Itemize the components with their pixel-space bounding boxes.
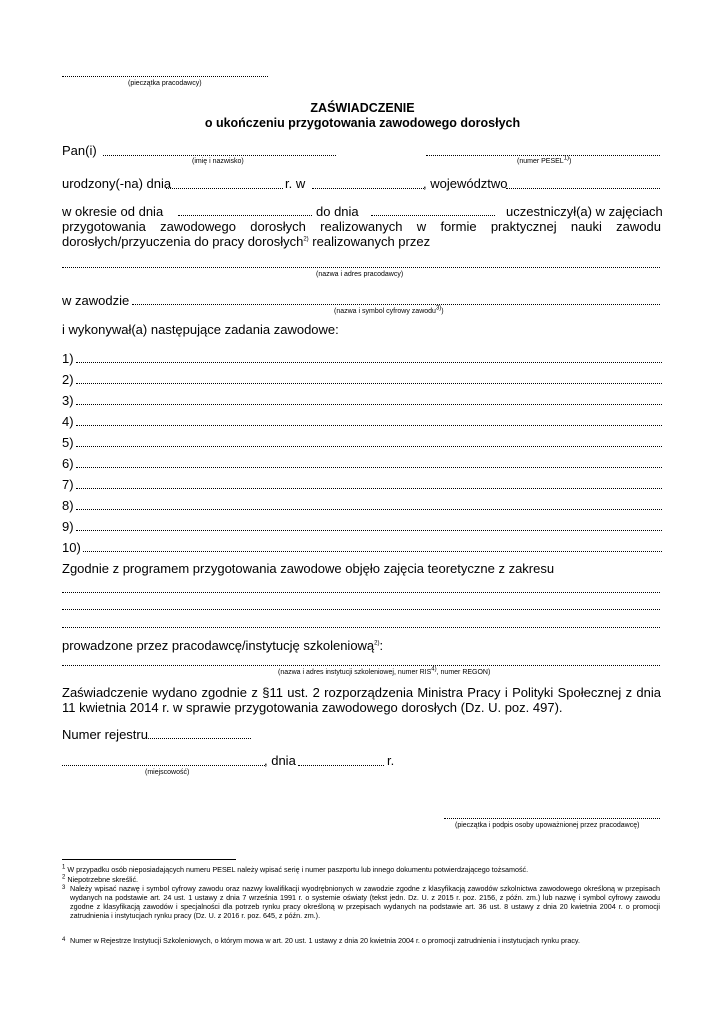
task-field[interactable] — [76, 362, 662, 363]
task-number: 10) — [62, 540, 81, 555]
task-number: 1) — [62, 351, 74, 366]
task-field[interactable] — [76, 530, 662, 531]
year-suffix: r. — [387, 753, 395, 768]
from-date-field[interactable] — [178, 215, 312, 216]
from-date-label: w okresie od dnia — [62, 204, 164, 219]
period-text-line2: przygotowania zawodowego dorosłych realizowanych w formie praktycznej nauki zawodu — [62, 219, 661, 234]
employer-stamp-line[interactable] — [62, 76, 268, 77]
document-subtitle: o ukończeniu przygotowania zawodowego dorosłych — [204, 116, 521, 130]
place-caption: (miejscowość) — [145, 769, 190, 776]
task-row[interactable] — [62, 539, 662, 555]
task-number: 8) — [62, 498, 74, 513]
task-field[interactable] — [76, 383, 662, 384]
task-number: 5) — [62, 435, 74, 450]
footnote-1: $^1$ W przypadku osób nieposiadających numeru PESEL należy wpisać serię i numer paszportu lub innego dokumentu potwierdzającego tożsamość. — [62, 864, 529, 874]
signature-field[interactable] — [444, 818, 660, 819]
employer-name-field[interactable] — [62, 267, 660, 268]
registry-label: Numer rejestru — [62, 727, 148, 742]
task-row[interactable] — [62, 434, 662, 450]
task-field[interactable] — [76, 509, 662, 510]
task-number: 2) — [62, 372, 74, 387]
birth-place-field[interactable] — [312, 188, 424, 189]
task-field[interactable] — [76, 467, 662, 468]
task-row[interactable] — [62, 371, 662, 387]
theory-line-2[interactable] — [62, 609, 660, 610]
registry-number-field[interactable] — [146, 738, 251, 739]
occupation-label: w zawodzie — [62, 293, 130, 308]
task-number: 4) — [62, 414, 74, 429]
task-row[interactable] — [62, 518, 662, 534]
task-field[interactable] — [83, 551, 662, 552]
task-field[interactable] — [76, 404, 662, 405]
task-number: 6) — [62, 456, 74, 471]
task-number: 7) — [62, 477, 74, 492]
to-date-field[interactable] — [371, 215, 495, 216]
theory-line-3[interactable] — [62, 627, 660, 628]
person-label: Pan(i) — [62, 143, 97, 158]
footnote-3: 3 Należy wpisać nazwę i symbol cyfrowy zawodu oraz nazwy kwalifikacji wyodrębnionych w zawodzie zgodne z klasyfikacją zawodów szkolnictwa zawodowego określoną w przepisach wydanych na podstawie art. 24 ust. 1 ustawy z dnia 7 września 1991 r. o systemie oświaty (tekst jedn. Dz. U. z 2015 r. poz. 2156, z późn. zm.) lub nazwę i symbol cyfrowy zawodu zgodne z klasyfikacją zawodów i specjalności dla potrzeb rynku pracy określoną w przepisach wydanych na podstawie art. 36 ust. 8 ustawy z dnia 20 kwietnia 2004 r. o promocji zatrudnienia i instytucjach rynku pracy (Dz. U. z 2016 r. poz. 645, z późn. zm.). — [62, 884, 660, 920]
to-date-label: do dnia — [316, 204, 359, 219]
voivodeship-field[interactable] — [506, 188, 660, 189]
voivodeship-label: , województwo — [423, 176, 508, 191]
provider-label: prowadzone przez pracodawcę/instytucję szkoleniową$^{2)}$: — [62, 638, 384, 653]
footnote-2: $^2$ Niepotrzebne skreślić. — [62, 874, 139, 884]
date-label: , dnia — [264, 753, 296, 768]
task-row[interactable] — [62, 392, 662, 408]
task-field[interactable] — [76, 425, 662, 426]
task-row[interactable] — [62, 350, 662, 366]
provider-caption: (nazwa i adres instytucji szkoleniowej, numer RIS$^{4)}$, numer REGON) — [278, 666, 491, 676]
participated-label: uczestniczył(a) w zajęciach — [506, 204, 663, 219]
task-row[interactable] — [62, 455, 662, 471]
theory-line-1[interactable] — [62, 592, 660, 593]
task-field[interactable] — [76, 488, 662, 489]
pesel-caption: (numer PESEL$^{1)}$) — [517, 155, 572, 165]
birth-place-label: r. w — [285, 176, 306, 191]
task-row[interactable] — [62, 413, 662, 429]
tasks-intro: i wykonywał(a) następujące zadania zawodowe: — [62, 322, 339, 337]
task-row[interactable] — [62, 497, 662, 513]
occupation-field[interactable] — [132, 304, 660, 305]
legal-basis-line2: 11 kwietnia 2014 r. w sprawie przygotowania zawodowego dorosłych (Dz. U. poz. 497). — [62, 700, 563, 715]
person-name-field[interactable] — [103, 155, 336, 156]
employer-name-caption: (nazwa i adres pracodawcy) — [316, 271, 404, 278]
task-number: 9) — [62, 519, 74, 534]
pesel-field[interactable] — [426, 155, 660, 156]
document-title: ZAŚWIADCZENIE — [310, 101, 415, 115]
person-name-caption: (imię i nazwisko) — [192, 158, 244, 165]
task-row[interactable] — [62, 476, 662, 492]
footnote-4: 4 Numer w Rejestrze Instytucji Szkoleniowych, o którym mowa w art. 20 ust. 1 ustawy z dnia 20 kwietnia 2004 r. o promocji zatrudnienia i instytucjach rynku pracy. — [62, 936, 580, 945]
signature-caption: (pieczątka i podpis osoby upoważnionej przez pracodawcę) — [455, 822, 640, 829]
task-field[interactable] — [76, 446, 662, 447]
task-number: 3) — [62, 393, 74, 408]
footnote-separator — [62, 859, 236, 860]
provider-field[interactable] — [62, 665, 660, 666]
legal-basis-line1: Zaświadczenie wydano zgodnie z §11 ust. 2 rozporządzenia Ministra Pracy i Polityki Społecznej z dnia — [62, 685, 661, 700]
issue-date-field[interactable] — [298, 765, 384, 766]
employer-stamp-caption: (pieczątka pracodawcy) — [128, 80, 202, 87]
born-label: urodzony(-na) dnia — [62, 176, 172, 191]
theory-intro: Zgodnie z programem przygotowania zawodowe objęło zajęcia teoretyczne z zakresu — [62, 561, 555, 576]
place-field[interactable] — [62, 765, 265, 766]
occupation-caption: (nazwa i symbol cyfrowy zawodu$^{3)}$) — [334, 305, 444, 315]
birth-date-field[interactable] — [166, 188, 283, 189]
period-text-line3: dorosłych/przyuczenia do pracy dorosłych$^{2)}$ realizowanych przez — [62, 234, 431, 249]
